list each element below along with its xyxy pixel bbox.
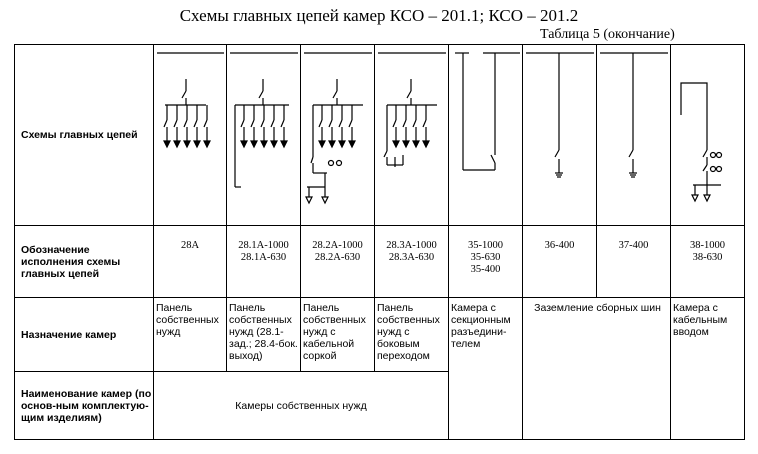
schematic-28-2a bbox=[301, 45, 375, 226]
row-header-naming: Наименование камер (по основ-ным комплектую-щим изделиям) bbox=[15, 372, 154, 440]
schemes-row bbox=[15, 45, 745, 226]
designation-cell bbox=[597, 226, 671, 298]
schematic-28-3a bbox=[375, 45, 449, 226]
designation-cell bbox=[523, 226, 597, 298]
designation-row bbox=[15, 226, 745, 298]
schemes-table bbox=[14, 44, 745, 440]
designation-code: 38-1000 bbox=[690, 240, 725, 251]
schematic-35 bbox=[449, 45, 523, 226]
purpose-cell: Камера с секционным разъедини-телем bbox=[449, 298, 523, 440]
designation-cell bbox=[449, 226, 523, 298]
designation-code: 28.3А-1000 bbox=[386, 240, 437, 251]
designation-code: 35-630 bbox=[470, 252, 501, 263]
designation-cell bbox=[301, 226, 375, 298]
naming-cell: Камеры собственных нужд bbox=[154, 372, 449, 440]
purpose-cell: Панель собственных нужд (28.1-зад.; 28.4-бок. выход) bbox=[227, 298, 301, 372]
purpose-cell: Панель собственных нужд bbox=[154, 298, 227, 372]
designation-code: 28.2А-630 bbox=[314, 252, 361, 263]
designation-code: 28.1А-630 bbox=[240, 252, 287, 263]
row-header-purpose: Назначение камер bbox=[15, 298, 154, 372]
designation-code: 37-400 bbox=[618, 240, 649, 251]
schematic-28a bbox=[154, 45, 227, 226]
designation-cell bbox=[375, 226, 449, 298]
purpose-row bbox=[15, 298, 745, 372]
row-header-designation: Обозначение исполнения схемы главных цепей bbox=[15, 226, 154, 298]
schematic-28-1a bbox=[227, 45, 301, 226]
designation-code: 28.3А-630 bbox=[388, 252, 435, 263]
purpose-cell: Камера с кабельным вводом bbox=[671, 298, 745, 440]
table-title: Схемы главных цепей камер КСО – 201.1; КСО – 201.2 bbox=[179, 6, 579, 25]
schematic-36 bbox=[523, 45, 597, 226]
designation-code: 28А bbox=[180, 240, 200, 251]
designation-code: 28.1А-1000 bbox=[238, 240, 289, 251]
designation-cell bbox=[227, 226, 301, 298]
schematic-38 bbox=[671, 45, 745, 226]
schematic-37 bbox=[597, 45, 671, 226]
designation-code: 36-400 bbox=[544, 240, 575, 251]
designation-cell bbox=[671, 226, 745, 298]
row-header-schemes: Схемы главных цепей bbox=[15, 45, 154, 226]
purpose-cell: Панель собственных нужд с боковым переходом bbox=[375, 298, 449, 372]
table-subtitle: Таблица 5 (окончание) bbox=[540, 27, 675, 42]
designation-code: 28.2А-1000 bbox=[312, 240, 363, 251]
grounding-purpose-cell: Заземление сборных шин bbox=[523, 298, 671, 440]
designation-code: 35-400 bbox=[470, 264, 501, 275]
designation-cell bbox=[154, 226, 227, 298]
designation-code: 35-1000 bbox=[468, 240, 503, 251]
purpose-cell: Панель собственных нужд с кабельной соркой bbox=[301, 298, 375, 372]
designation-code: 38-630 bbox=[692, 252, 723, 263]
